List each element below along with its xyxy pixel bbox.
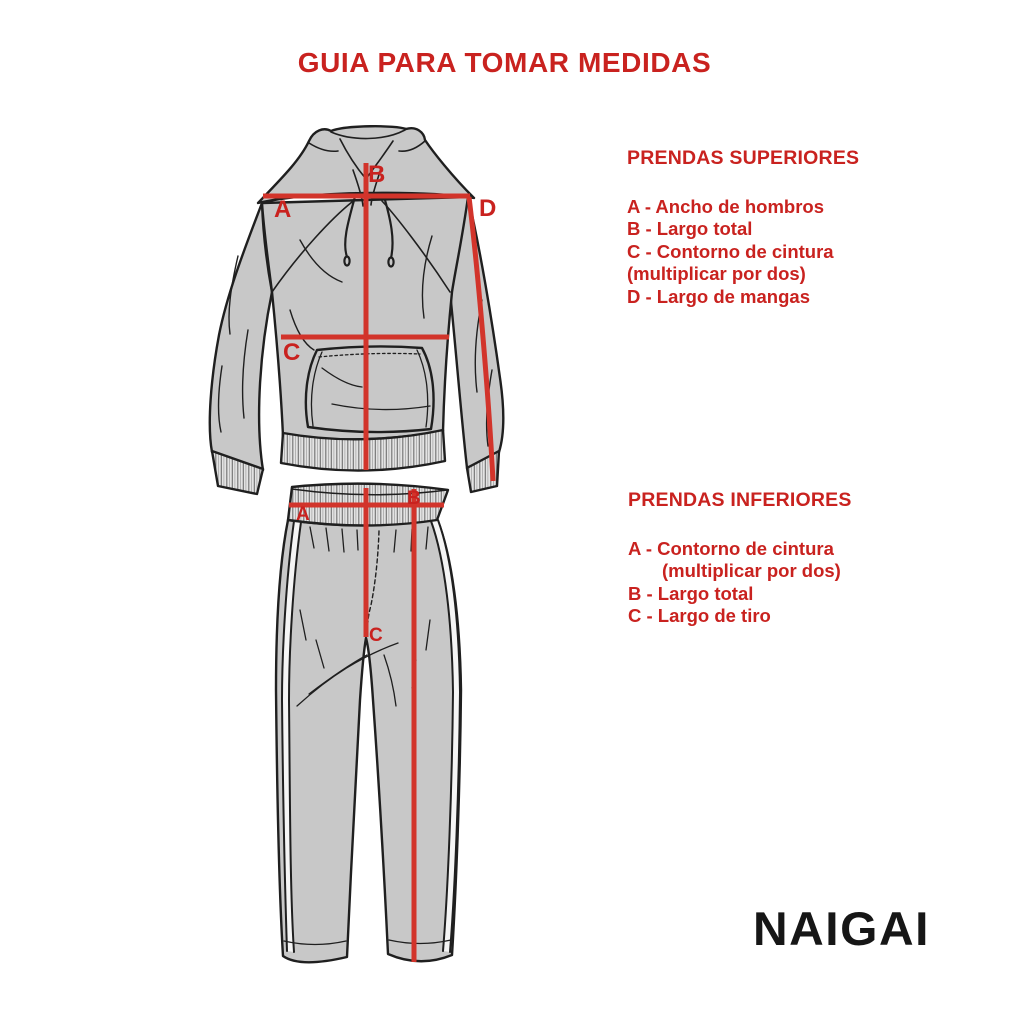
upper-garments-item: A - Ancho de hombros bbox=[627, 196, 824, 217]
upper-garments-heading: PRENDAS SUPERIORES bbox=[627, 147, 860, 169]
hoodie-measure-label-a: A bbox=[274, 196, 292, 223]
upper-garments-item: D - Largo de mangas bbox=[627, 285, 810, 307]
hoodie-measure-label-b: B bbox=[368, 161, 386, 188]
pants-measure-label-c: C bbox=[369, 625, 383, 646]
lower-garments-section bbox=[628, 489, 852, 628]
upper-garments-section bbox=[627, 147, 859, 308]
hoodie-pocket bbox=[306, 346, 434, 432]
lower-garments-heading: PRENDAS INFERIORES bbox=[628, 489, 852, 511]
hoodie-measure-label-c: C bbox=[283, 339, 301, 366]
lower-garments-item: B - Largo total bbox=[628, 582, 754, 604]
lower-garments-item: (multiplicar por dos) bbox=[662, 560, 841, 582]
lower-garments-item: A - Contorno de cintura bbox=[628, 538, 834, 559]
upper-garments-item: C - Contorno de cintura bbox=[627, 240, 834, 262]
brand-logo: NAIGAI bbox=[753, 902, 930, 955]
pants-measure-label-b: B bbox=[407, 488, 421, 509]
hoodie-left-sleeve bbox=[210, 203, 272, 470]
hoodie-illustration bbox=[210, 126, 503, 494]
lower-garments-item: C - Largo de tiro bbox=[628, 605, 771, 627]
pants-measure-label-a: A bbox=[296, 504, 310, 525]
page-title: GUIA PARA TOMAR MEDIDAS bbox=[297, 47, 712, 78]
upper-garments-item: B - Largo total bbox=[627, 218, 753, 240]
hoodie-measure-label-d: D bbox=[479, 195, 497, 222]
upper-garments-item: (multiplicar por dos) bbox=[627, 263, 806, 285]
